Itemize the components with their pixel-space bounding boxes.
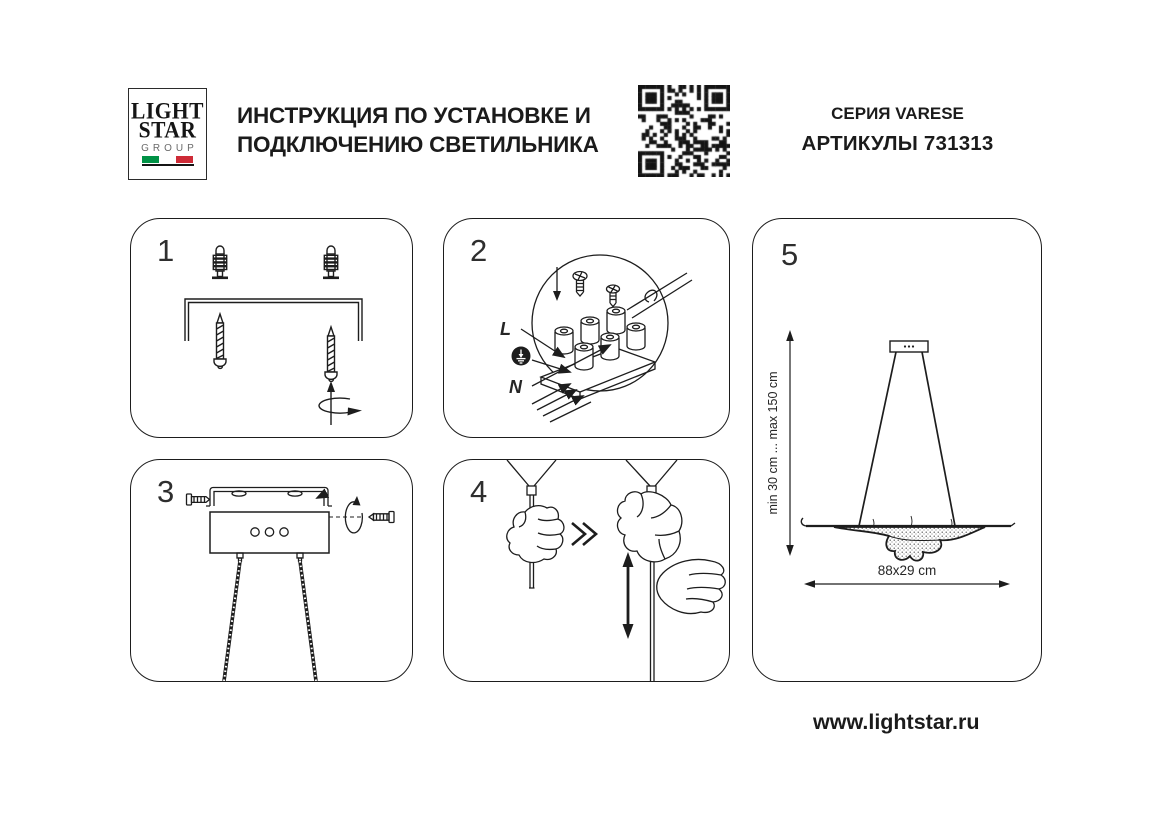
step-1-panel bbox=[130, 218, 413, 438]
qr-code bbox=[638, 85, 730, 177]
ground-symbol-icon bbox=[512, 347, 531, 366]
step-3-diagram bbox=[131, 460, 412, 681]
series-name: СЕРИЯ VARESE bbox=[831, 104, 964, 123]
screw-icon bbox=[369, 512, 394, 523]
step-4-diagram bbox=[444, 460, 729, 681]
step-2-number: 2 bbox=[470, 233, 488, 268]
live-label: L bbox=[500, 319, 511, 339]
step-3-number: 3 bbox=[157, 474, 175, 509]
height-dimension bbox=[786, 330, 794, 556]
step-4-panel bbox=[443, 459, 730, 682]
rotate-arrow-icon bbox=[345, 496, 362, 533]
page-title-line2: ПОДКЛЮЧЕНИЮ СВЕТИЛЬНИКА bbox=[237, 132, 599, 157]
width-dimension-label: 88x29 cm bbox=[877, 563, 937, 578]
canopy-icon bbox=[210, 512, 329, 561]
screw-icon bbox=[214, 314, 226, 368]
rotate-arrow-icon bbox=[319, 381, 362, 425]
wall-plug-icon bbox=[323, 246, 339, 278]
step-3-panel bbox=[130, 459, 413, 682]
italian-flag-icon bbox=[142, 156, 194, 166]
wall-plug-icon bbox=[212, 246, 228, 278]
series-block bbox=[770, 104, 1025, 156]
screw-icon bbox=[325, 327, 337, 381]
height-dimension-label: min 30 cm ... max 150 cm bbox=[766, 371, 780, 515]
lightstar-logo bbox=[128, 88, 207, 180]
up-down-arrow-icon bbox=[623, 552, 634, 639]
hand-icon bbox=[507, 506, 564, 563]
terminal-screw-icon bbox=[607, 285, 620, 307]
mounting-bracket-icon bbox=[185, 299, 362, 341]
screw-icon bbox=[187, 494, 210, 505]
bracket-icon bbox=[206, 488, 332, 507]
pendant-lamp bbox=[801, 341, 1015, 561]
logo-word-star: STAR bbox=[138, 117, 197, 143]
page-title-line1: ИНСТРУКЦИЯ ПО УСТАНОВКЕ И bbox=[237, 103, 591, 128]
step-2-diagram bbox=[444, 219, 729, 437]
step-5-number: 5 bbox=[781, 237, 799, 272]
terminal-screw-icon bbox=[573, 272, 587, 297]
shade-drape bbox=[834, 527, 985, 561]
website-url: www.lightstar.ru bbox=[813, 710, 980, 734]
page-title bbox=[237, 101, 599, 159]
suspension-cables bbox=[224, 561, 316, 681]
step-1-diagram bbox=[131, 219, 412, 437]
hand-icon bbox=[657, 560, 726, 614]
step-5-panel bbox=[752, 218, 1042, 682]
step-2-panel bbox=[443, 218, 730, 438]
step-5-diagram bbox=[753, 219, 1041, 681]
hand-icon bbox=[618, 492, 682, 562]
logo-word-light: LIGHT bbox=[131, 98, 204, 124]
logo-word-group: GROUP bbox=[141, 143, 198, 154]
mains-wires bbox=[627, 273, 692, 318]
step-1-number: 1 bbox=[157, 233, 175, 268]
width-dimension bbox=[804, 580, 1010, 588]
step-4-number: 4 bbox=[470, 474, 488, 509]
article-number: АРТИКУЛЫ 731313 bbox=[801, 132, 994, 155]
next-step-arrow-icon bbox=[572, 523, 596, 545]
neutral-label: N bbox=[509, 377, 522, 397]
